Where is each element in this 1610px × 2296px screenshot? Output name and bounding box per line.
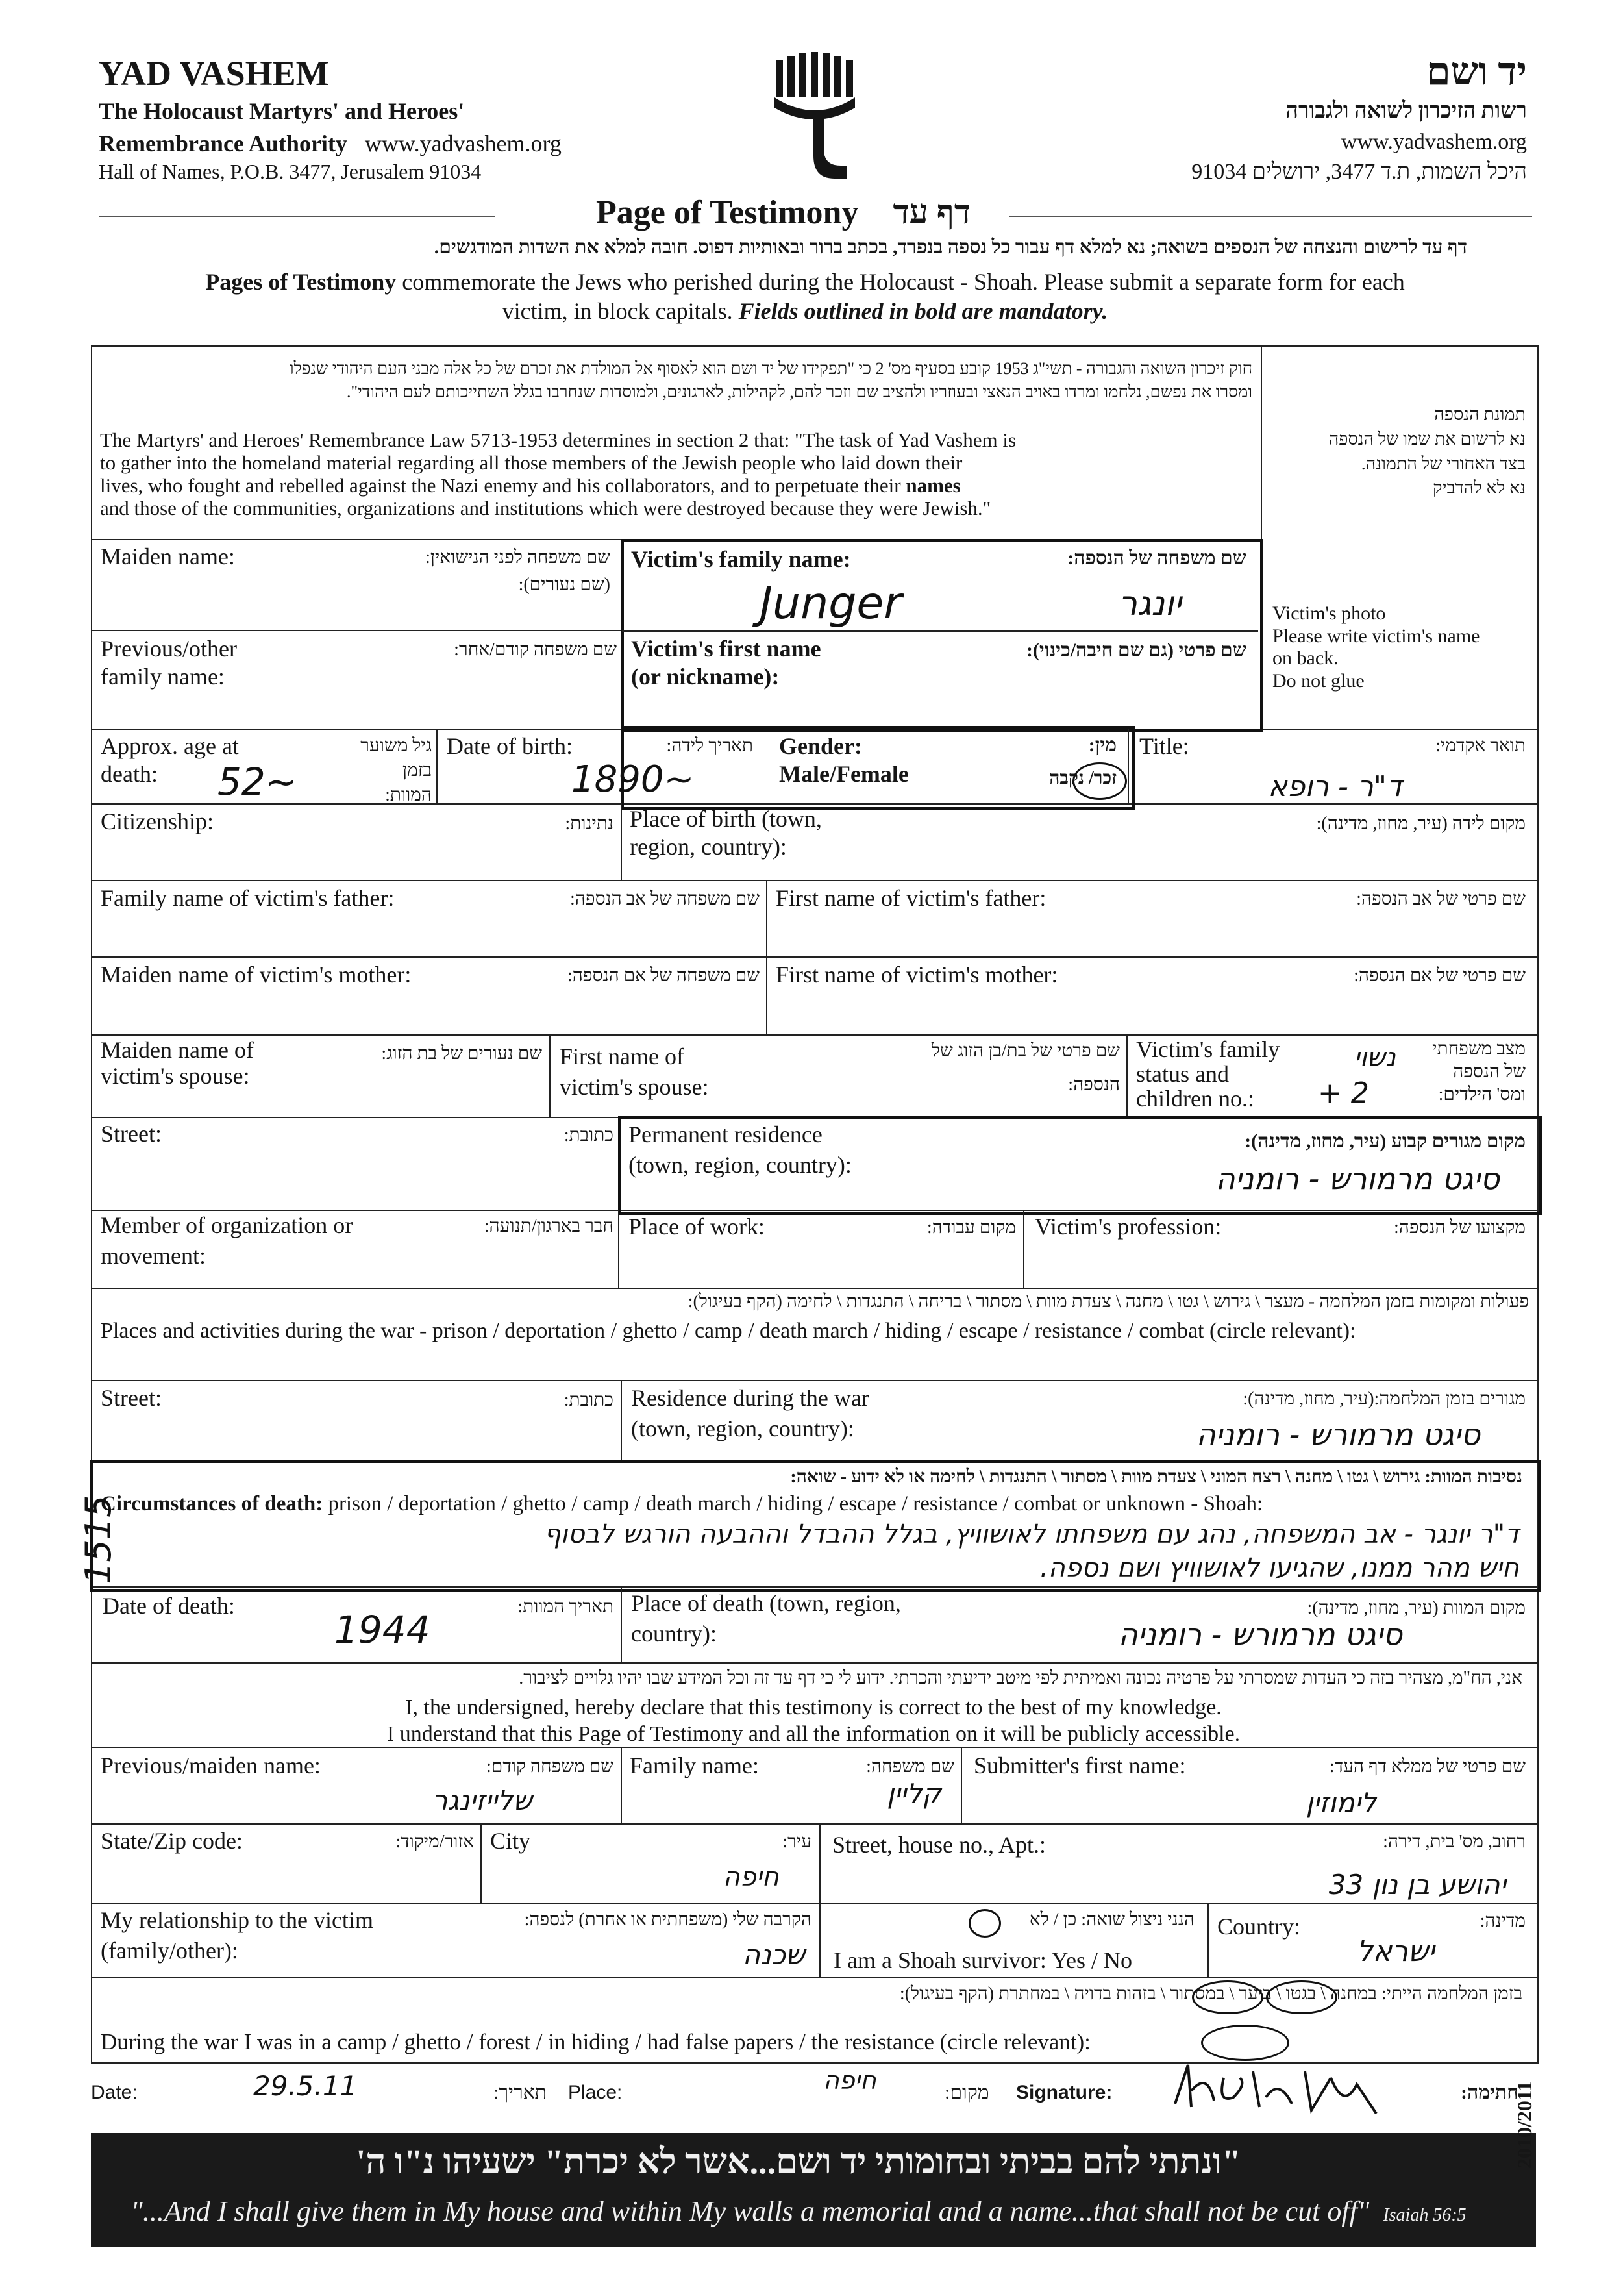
dob-he: תאריך לידה: xyxy=(666,736,753,756)
member-he: חבר בארגון/תנועה: xyxy=(484,1216,613,1236)
org-en-line2 xyxy=(99,130,562,157)
street-apt-label: Street, house no., Apt.: xyxy=(832,1832,1046,1858)
row-line xyxy=(91,1662,1537,1664)
address-he: היכל השמות, ת.ד 3477, ירושלים 91034 xyxy=(1191,160,1527,184)
dob-value[interactable]: 1890~ xyxy=(571,758,695,801)
law-he-line1: חוק זיכרון השואה והגבורה - תשי"ג 1953 קובע בסעיף מס' 2 כי "תפקידו של יד ושם הוא לאסוף אל המולדת את זכרם של כל אלה מבני העם היהודי שנפלו xyxy=(290,359,1252,378)
perm-res-he: מקום מגורים קבוע (עיר, מחוז, מדינה): xyxy=(1245,1130,1526,1152)
row-line xyxy=(91,1903,1537,1904)
dod-label: Date of death: xyxy=(103,1593,235,1619)
war-he[interactable]: בזמן המלחמה הייתי: במחנה \ בגטו \ ביער \ במסתור \ בזהות בדויה \ במחתרת (הקף בעיגול): xyxy=(899,1984,1522,2004)
victim-name-divider xyxy=(622,630,1258,632)
gender-he2[interactable]: זכר/ נקבה xyxy=(1049,768,1117,788)
intro-he: דף עד לרישום והנצחה של הנספים בשואה; נא למלא דף עבור כל נספה בנפרד, בכתב ברור ובאותיות דפוס. חובה למלא את השדות המודגשים. xyxy=(434,236,1467,258)
cell-divider xyxy=(1126,1034,1128,1117)
yad-vashem-logo xyxy=(769,52,867,192)
row-line xyxy=(91,1380,1537,1381)
spouse-first-he: שם פרטי של בת/בן הזוג של הנספה: xyxy=(931,1041,1120,1095)
law-he xyxy=(100,357,1252,405)
intro-en-line2: victim, in block capitals. xyxy=(502,298,739,324)
family-children-value[interactable]: + 2 xyxy=(1318,1077,1369,1110)
cell-divider xyxy=(618,1210,619,1288)
street-apt-value[interactable]: יהושע בן נון 33 xyxy=(1328,1869,1506,1901)
work-he: מקום עבודה: xyxy=(926,1217,1016,1238)
website-en: www.yadvashem.org xyxy=(364,131,562,156)
declaration-he: אני, הח"מ, מצהיר בזה כי העדות שמסרתי על פרטיה נכונה ואמיתית לפי מיטב ידיעתי והכרתי. ידוע לי כי דף עד זה וכל המידע שבו יהיו גלויים לציבור. xyxy=(519,1668,1522,1688)
signature-label: Signature: xyxy=(1016,2082,1113,2103)
member-label: Member of organization or movement: xyxy=(101,1212,353,1269)
footer-year: 2010/2011 xyxy=(1513,2080,1536,2169)
victim-family-value[interactable]: Junger xyxy=(760,578,902,629)
street-apt-he: רחוב, מס' בית, דירה: xyxy=(1383,1832,1526,1852)
relationship-he: הקרבה שלי (משפחתית או אחרת) לנספה: xyxy=(524,1910,811,1930)
pod-label: Place of death (town, region, country): xyxy=(631,1590,901,1647)
address-en: Hall of Names, P.O.B. 3477, Jerusalem 91034 xyxy=(99,160,482,183)
prev-family-he: שם משפחה קודם/אחר: xyxy=(454,640,617,660)
mother-maiden-he: שם משפחה של אם הנספה: xyxy=(567,966,760,986)
country-he: מדינה: xyxy=(1480,1911,1526,1931)
row-line xyxy=(91,1977,1537,1978)
maiden-name-he2: (שם נעורים): xyxy=(518,575,610,595)
war-res-label: Residence during the war (town, region, country): xyxy=(631,1385,869,1441)
org-he-line1: רשות הזיכרון לשואה ולגבורה xyxy=(1285,99,1527,123)
signature-scribble xyxy=(1162,2052,1396,2123)
org-en-line2-name: Remembrance Authority xyxy=(99,131,347,156)
submitter-first-label: Submitter's first name: xyxy=(974,1753,1186,1778)
intro-en xyxy=(91,268,1519,326)
title-rule-right xyxy=(1009,216,1532,217)
law-en xyxy=(100,429,1252,519)
country-value[interactable]: ישראל xyxy=(1356,1935,1435,1968)
street-he: כתובת: xyxy=(564,1125,613,1145)
relationship-label: My relationship to the victim (family/other): xyxy=(101,1907,373,1964)
row-line xyxy=(91,1288,1537,1289)
row-line xyxy=(91,1823,1537,1825)
spouse-maiden-he: שם נעורים של בת הזוג: xyxy=(381,1043,542,1064)
row-line xyxy=(91,956,1537,958)
footer-quote-he: "ונתתי להם בביתי ובחומותי יד ושם...אשר לא יכרת" ישעיהו נ"ו ה' xyxy=(356,2142,1241,2181)
survivor-no-circle xyxy=(969,1909,1001,1938)
cell-divider xyxy=(819,1903,821,1977)
father-family-he: שם משפחה של אב הנספה: xyxy=(570,889,760,909)
cell-divider xyxy=(819,1823,821,1903)
photo-he: תמונת הנספה נא לרשום את שמו של הנספה בצד האחורי של התמונה. נא לא להדביק xyxy=(1328,405,1526,498)
state-zip-he: אזור/מיקוד: xyxy=(395,1832,474,1852)
citizenship-label: Citizenship: xyxy=(101,808,214,834)
places-he: פעולות ומקומות בזמן המלחמה - מעצר \ גירוש \ גטו \ מחנה \ צעדת מוות \ מסתור \ בריחה \ התנגדות \ לחימה (הקף בעיגול): xyxy=(687,1292,1529,1312)
victim-family-value-he[interactable]: יונגר xyxy=(1118,584,1182,623)
row-line xyxy=(91,880,1537,881)
intro-en-bold: Pages of Testimony xyxy=(205,269,397,295)
citizenship-he: נתינות: xyxy=(565,814,613,834)
submitter-family-value[interactable]: קליין xyxy=(887,1778,941,1810)
intro-en-line1: commemorate the Jews who perished during the Holocaust - Shoah. Please submit a separate form for each xyxy=(396,269,1405,295)
victim-family-label[interactable]: Victim's family name: xyxy=(631,546,851,572)
dod-value[interactable]: 1944 xyxy=(334,1608,430,1652)
gender-male-circle xyxy=(1072,762,1127,800)
gender-label: Gender: Male/Female xyxy=(779,733,909,788)
declaration-en: I, the undersigned, hereby declare that this testimony is correct to the best of my knowledge. I understand that this Page of Testimony and all the information on it will be publicly accessible. xyxy=(386,1695,1241,1746)
law-en-line3: lives, who fought and rebelled against the Nazi enemy and his collaborators, and to perpetuate their names xyxy=(100,474,961,497)
submitter-prev-label: Previous/maiden name: xyxy=(101,1753,321,1778)
profession-label: Victim's profession: xyxy=(1035,1214,1222,1240)
place-label: Place: xyxy=(568,2082,623,2103)
submitter-family-label: Family name: xyxy=(630,1753,759,1778)
title-value[interactable]: ד"ר - רופא xyxy=(1268,770,1402,803)
cell-divider xyxy=(766,880,767,1034)
law-he-line2: ומסרו את נפשם, נלחמו ומרדו באויב הנאצי ובעוזריו ולהציב שם וזכר להם, לקהילות, לארגונים, ולמוסדות שנחרבו בגלל השתייכותם לעם היהודי". xyxy=(346,382,1252,402)
victim-first-he: שם פרטי (גם שם חיבה/כינוי): xyxy=(1026,640,1246,661)
country-label: Country: xyxy=(1217,1914,1301,1940)
places-en: Places and activities during the war - prison / deportation / ghetto / camp / death march / hiding / escape / resistance / combat (circle relevant): xyxy=(101,1319,1356,1343)
age-label: Approx. age at death: xyxy=(101,733,239,788)
pob-label: Place of birth (town, region, country): xyxy=(630,806,822,860)
cell-divider xyxy=(549,1034,551,1117)
prev-family-label: Previous/other family name: xyxy=(101,636,237,690)
cell-divider xyxy=(621,1380,622,1461)
mother-maiden-label: Maiden name of victim's mother: xyxy=(101,962,412,988)
father-first-he: שם פרטי של אב הנספה: xyxy=(1356,889,1526,909)
cell-divider xyxy=(621,1747,622,1823)
war-en: During the war I was in a camp / ghetto / forest / in hiding / had false papers / the resistance (circle relevant): xyxy=(101,2029,1091,2054)
dob-label: Date of birth: xyxy=(447,733,573,759)
date-value[interactable]: 29.5.11 xyxy=(253,2070,358,2102)
place-value[interactable]: חיפה xyxy=(823,2066,876,2095)
cell-divider xyxy=(961,1747,962,1823)
date-label: Date: xyxy=(91,2082,138,2103)
place-he: מקום: xyxy=(945,2082,989,2103)
profession-he: מקצועו של הנספה: xyxy=(1393,1217,1526,1238)
margin-number: 1515 xyxy=(78,1495,119,1584)
cell-divider xyxy=(621,803,622,880)
street2-label: Street: xyxy=(101,1385,162,1411)
pob-he: מקום לידה (עיר, מחוז, מדינה): xyxy=(1316,814,1526,834)
mother-first-label: First name of victim's mother: xyxy=(776,962,1058,988)
law-en-line4: and those of the communities, organizations and institutions which were destroyed because they were Jewish." xyxy=(100,497,991,520)
circ-value1[interactable]: ד"ר יונגר - אב המשפחה, נהג עם משפחתו לאושוויץ, בגלל ההבדל וההבעה הורגש לבסוף xyxy=(544,1519,1519,1549)
survivor-en: I am a Shoah survivor: Yes / No xyxy=(834,1947,1132,1973)
age-he: גיל משוער בזמן המוות: xyxy=(360,736,432,805)
form-title xyxy=(596,193,971,232)
org-he-title: יד ושם xyxy=(1426,50,1527,93)
circ-value2[interactable]: חיש מהר ממנו, שהגיעו לאושוויץ ושם נספה. xyxy=(1039,1553,1519,1583)
date-he: תאריך: xyxy=(493,2082,547,2103)
maiden-name-he: שם משפחה לפני הנישואין: xyxy=(425,547,610,568)
street-label: Street: xyxy=(101,1121,162,1147)
family-status-value[interactable]: נשוי xyxy=(1354,1043,1396,1073)
city-he: עיר: xyxy=(782,1832,811,1852)
form-title-he: דף עד xyxy=(893,194,971,231)
pod-he: מקום המוות (עיר, מחוז, מדינה): xyxy=(1307,1598,1526,1618)
law-en-line1: The Martyrs' and Heroes' Remembrance Law 5713-1953 determines in section 2 that: "The task of Yad Vashem is xyxy=(100,429,1017,451)
submitter-first-value[interactable]: לימוזין xyxy=(1306,1787,1376,1819)
pod-value[interactable]: סיגט מרמורש - רומניה xyxy=(1118,1617,1402,1652)
father-family-label: Family name of victim's father: xyxy=(101,885,395,911)
survivor-he[interactable]: הנני ניצול שואה: כן / לא xyxy=(1029,1910,1195,1930)
family-status-he: מצב משפחתי של הנספה ומס' הילדים: xyxy=(1432,1039,1526,1104)
war-res-value[interactable]: סיגט מרמורש - רומניה xyxy=(1196,1417,1480,1452)
footer-quote-en: "...And I shall give them in My house and within My walls a memorial and a name...that shall not be cut off" Isaiah 56:5 xyxy=(130,2195,1467,2227)
form-title-en: Page of Testimony xyxy=(596,194,859,231)
state-zip-label: State/Zip code: xyxy=(101,1828,243,1854)
war-ghetto-circle xyxy=(1192,1980,1263,2014)
submitter-prev-value[interactable]: שלייזינגר xyxy=(432,1784,532,1816)
victim-family-he: שם משפחה של הנספה: xyxy=(1067,547,1246,569)
org-en-line1: The Holocaust Martyrs' and Heroes' xyxy=(99,98,465,124)
title-he: תואר אקדמי: xyxy=(1435,736,1526,756)
spouse-maiden-label: Maiden name of victim's spouse: xyxy=(101,1037,254,1089)
cell-divider xyxy=(1208,1903,1209,1977)
cell-divider xyxy=(1023,1210,1024,1288)
circ-he: נסיבות המוות: גירוש \ גטו \ מחנה \ רצח המוני \ צעדת מוות \ מסתור \ התנגדות \ לחימה או לא ידוע - שואה: xyxy=(790,1467,1522,1487)
work-label: Place of work: xyxy=(628,1214,765,1240)
mother-first-he: שם פרטי של אם הנספה: xyxy=(1354,966,1526,986)
perm-res-value[interactable]: סיגט מרמורש - רומניה xyxy=(1215,1161,1500,1196)
dod-he: תאריך המוות: xyxy=(517,1597,613,1617)
family-status-label: Victim's family status and children no.: xyxy=(1136,1036,1280,1112)
cell-divider xyxy=(436,729,438,803)
title-rule-left xyxy=(99,216,495,217)
street2-he: כתובת: xyxy=(564,1390,613,1410)
father-first-label: First name of victim's father: xyxy=(776,885,1046,911)
cell-divider xyxy=(480,1823,482,1903)
city-value[interactable]: חיפה xyxy=(723,1862,779,1892)
title-label: Title: xyxy=(1139,733,1189,759)
city-label: City xyxy=(490,1828,531,1854)
submitter-prev-he: שם משפחה קודם: xyxy=(486,1756,613,1777)
spouse-first-label: First name of victim's spouse: xyxy=(560,1043,709,1100)
website-he: www.yadvashem.org xyxy=(1341,130,1527,154)
row-line xyxy=(91,1034,1537,1036)
submitter-family-he: שם משפחה: xyxy=(866,1756,954,1777)
header xyxy=(0,0,1610,231)
war-camp-circle xyxy=(1266,1980,1337,2014)
war-res-he: מגורים בזמן המלחמה:(עיר, מחוז, מדינה): xyxy=(1243,1389,1526,1409)
maiden-name-label: Maiden name: xyxy=(101,543,235,569)
circ-en: Circumstances of death: prison / deportation / ghetto / camp / death march / hiding / escape / resistance / combat or unknown - Shoah: xyxy=(101,1492,1263,1516)
gender-he1: מין: xyxy=(1088,734,1117,756)
age-value[interactable]: 52~ xyxy=(217,760,297,804)
perm-res-label: Permanent residence (town, region, country): xyxy=(628,1121,852,1178)
intro-en-mandatory: Fields outlined in bold are mandatory. xyxy=(738,298,1108,324)
org-en-title: YAD VASHEM xyxy=(99,54,329,93)
signature-he: חתימה: xyxy=(1461,2082,1518,2103)
row-line xyxy=(91,630,623,631)
victim-first-label[interactable]: Victim's first name (or nickname): xyxy=(631,636,821,690)
cell-divider xyxy=(621,1586,622,1662)
law-en-line2: to gather into the homeland material regarding all those members of the Jewish people who laid down their xyxy=(100,451,963,475)
submitter-first-he: שם פרטי של ממלא דף העד: xyxy=(1329,1756,1526,1777)
relationship-value[interactable]: שכנה xyxy=(742,1939,805,1971)
photo-en: Victim's photo Please write victim's name on back. Do not glue xyxy=(1272,603,1480,692)
